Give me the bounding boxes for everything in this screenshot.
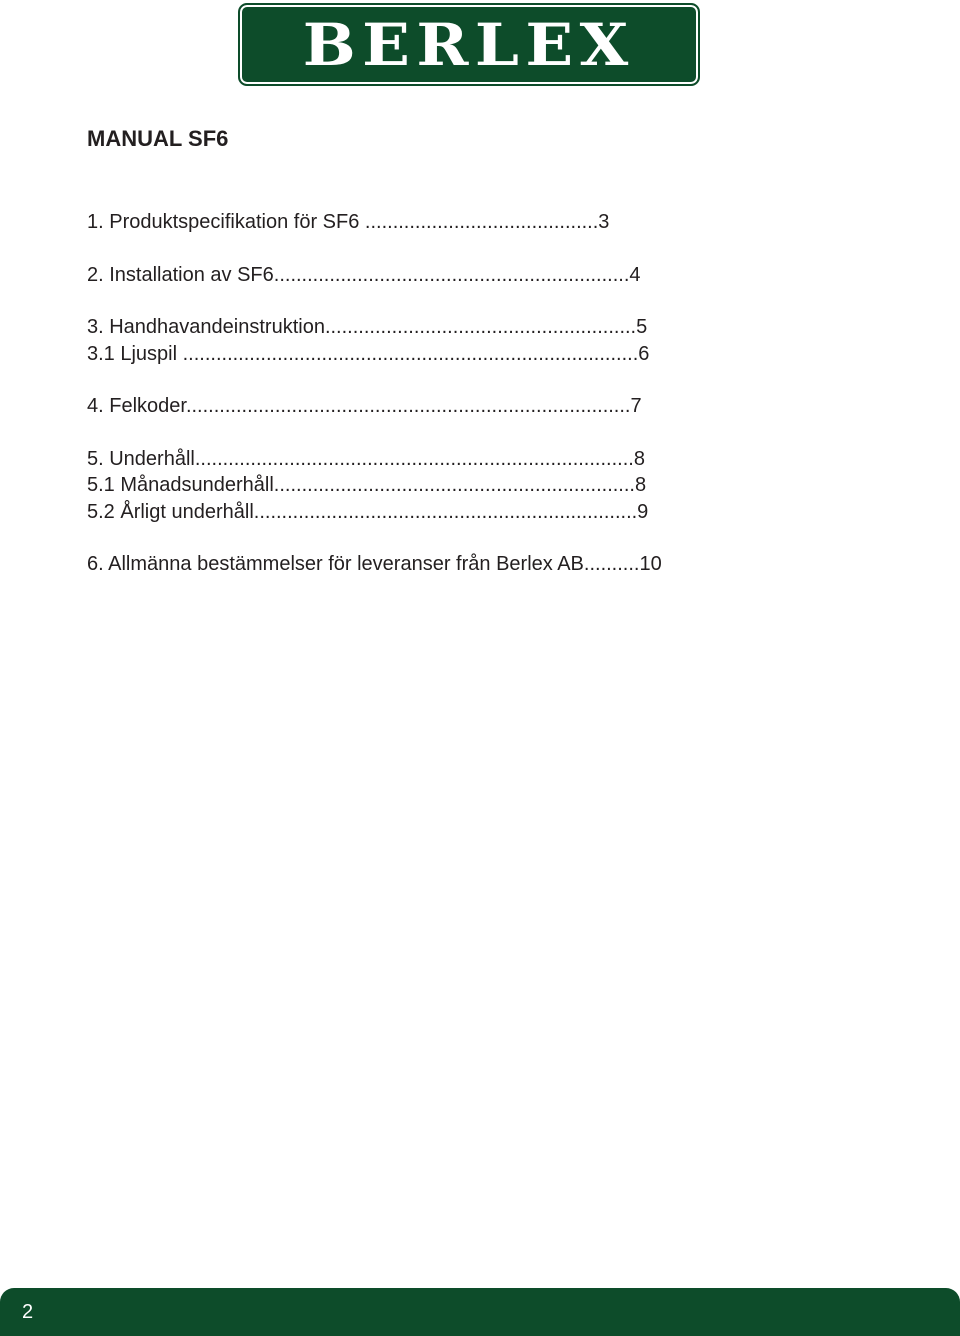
berlex-logo xyxy=(238,3,700,86)
logo-plate xyxy=(245,10,693,79)
toc-entry-produktspecifikation[interactable]: 1. Produktspecifikation för SF6 ..........................................3 xyxy=(87,211,610,233)
toc-entry-handhavandeinstruktion[interactable]: 3. Handhavandeinstruktion........................................................5 xyxy=(87,316,648,338)
toc-entry-allmanna-bestammelser[interactable]: 6. Allmänna bestämmelser för leveranser från Berlex AB..........10 xyxy=(87,553,662,575)
toc-entry-ljuspil[interactable]: 3.1 Ljuspil ..................................................................................6 xyxy=(87,343,650,365)
toc-entry-manadsunderhall[interactable]: 5.1 Månadsunderhåll.................................................................8 xyxy=(87,474,647,496)
footer-bar xyxy=(0,1288,960,1336)
toc-entry-felkoder[interactable]: 4. Felkoder................................................................................7 xyxy=(87,395,642,417)
toc-entry-underhall[interactable]: 5. Underhåll...............................................................................8 xyxy=(87,448,645,470)
toc-entry-arligt-underhall[interactable]: 5.2 Årligt underhåll.....................................................................9 xyxy=(87,501,649,523)
document-title: MANUAL SF6 xyxy=(87,126,229,151)
toc-entry-installation[interactable]: 2. Installation av SF6................................................................4 xyxy=(87,264,641,286)
logo-wordmark: BERLEX xyxy=(302,10,635,79)
page-number: 2 xyxy=(22,1301,34,1323)
